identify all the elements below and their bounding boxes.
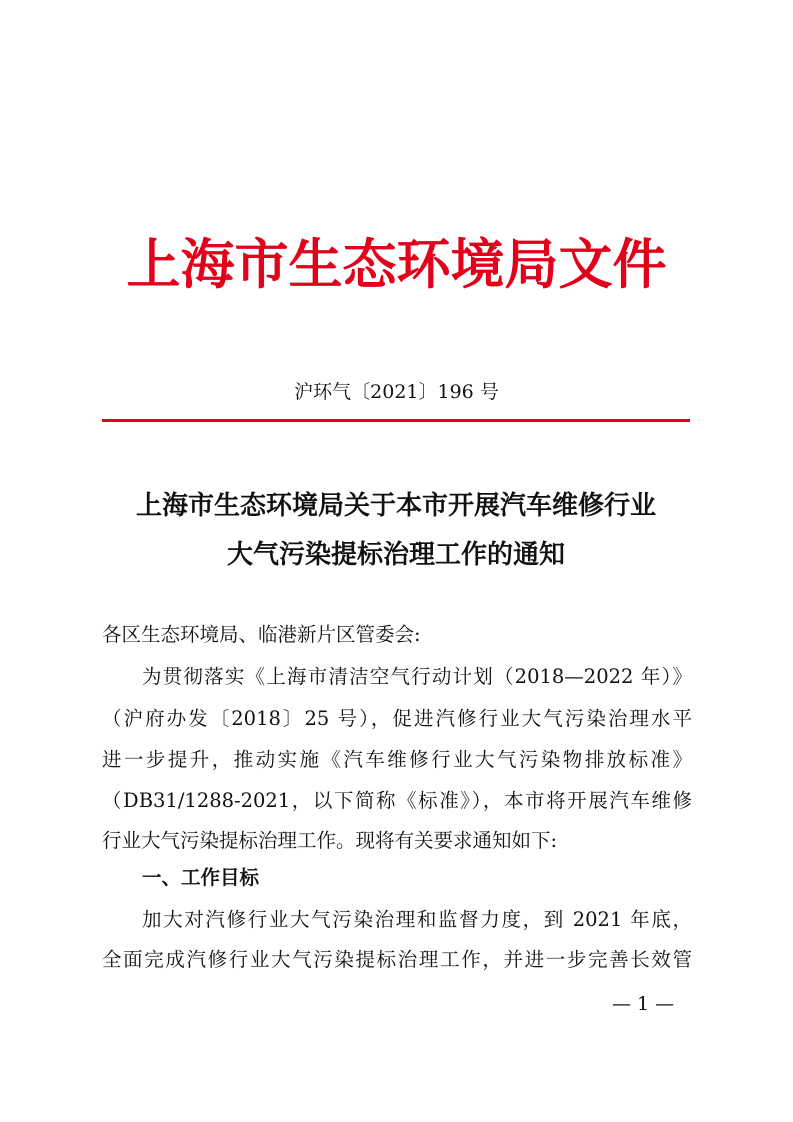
recipient-line: 各区生态环境局、临港新片区管委会:: [102, 623, 421, 646]
page-number: — 1 —: [612, 993, 675, 1015]
section-body-line: 加大对汽修行业大气污染治理和监督力度，到 2021 年底，: [142, 908, 692, 931]
red-divider: [102, 419, 690, 422]
body-line: 进一步提升，推动实施《汽车维修行业大气污染物排放标准》: [102, 748, 692, 771]
body-line: （沪府办发〔2018〕25 号），促进汽修行业大气污染治理水平: [102, 707, 692, 730]
notice-title-line-1: 上海市生态环境局关于本市开展汽车维修行业: [135, 491, 656, 521]
masthead-title: 上海市生态环境局文件: [126, 232, 667, 296]
notice-title-line-2: 大气污染提标治理工作的通知: [226, 540, 565, 570]
section-body-line: 全面完成汽修行业大气污染提标治理工作，并进一步完善长效管: [102, 948, 692, 971]
body-line: 为贯彻落实《上海市清洁空气行动计划（2018—2022 年）》: [142, 665, 692, 688]
body-line: 行业大气污染提标治理工作。现将有关要求通知如下:: [102, 829, 558, 852]
document-number: 沪环气〔2021〕196 号: [294, 381, 499, 403]
body-line: （DB31/1288-2021，以下简称《标准》），本市将开展汽车维修: [102, 789, 692, 812]
section-heading: 一、工作目标: [142, 866, 260, 889]
